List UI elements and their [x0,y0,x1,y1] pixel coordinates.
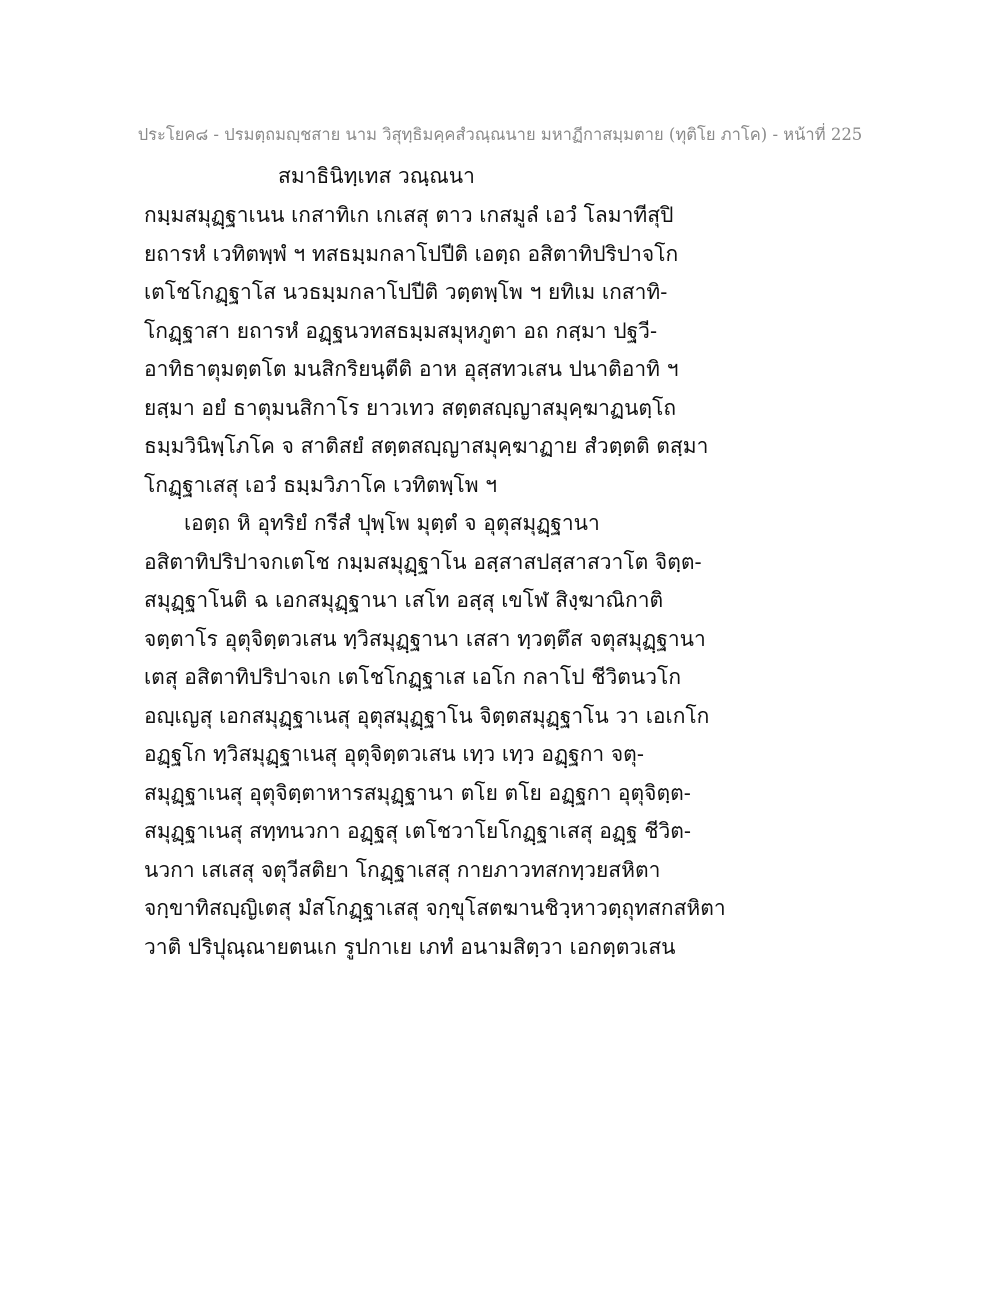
text-line: สมุฏฺฐาเนสุ สทฺทนวกา อฏฺฐสุ เตโชวาโยโกฏฺฐาเสสุ อฏฺฐ ชีวิต- [144,819,692,843]
text-line: ธมฺมวินิพฺโภโค จ สาติสยํ สตฺตสญฺญาสมุคฺฆาฏาย สํวตฺตติ ตสฺมา [144,434,709,458]
text-line: โกฏฺฐาเสสุ เอวํ ธมฺมวิภาโค เวทิตพฺโพ ฯ [144,472,498,497]
text-line: สมุฏฺฐาโนติ ฉ เอกสมุฏฺฐานา เสโท อสฺสุ เขโฬ สิงฺฆาณิกาติ [144,588,664,612]
text-line: อาทิธาตุมตฺตโต มนสิกริยนฺตีติ อาห อุสฺสทวเสน ปนาติอาทิ ฯ [144,357,679,381]
text-line: จกฺขาทิสญฺญิเตสุ มํสโกฏฺฐาเสสุ จกฺขุโสตฆานชิวฺหาวตฺถุทสกสหิตา [144,896,726,920]
text-line: กมฺมสมุฏฺฐาเนน เกสาทิเก เกเสสุ ตาว เกสมูลํ เอวํ โลมาทีสุปิ [144,203,674,227]
text-line: นวกา เสเสสุ จตุวีสติยา โกฏฺฐาเสสุ กายภาวทสกทฺวยสหิตา [144,857,661,882]
section-title: สมาธินิทฺเทส วณฺณนา [278,164,475,188]
text-line: สมุฏฺฐาเนสุ อุตุจิตฺตาหารสมุฏฺฐานา ตโย ตโย อฏฺฐกา อุตุจิตฺต- [144,780,691,805]
text-line: อญฺเญสุ เอกสมุฏฺฐาเนสุ อุตุสมุฏฺฐาโน จิตฺตสมุฏฺฐาโน วา เอเกโก [144,703,710,728]
text-line: อฏฺฐโก ทฺวิสมุฏฺฐาเนสุ อุตุจิตฺตวเสน เทฺว เทฺว อฏฺฐกา จตุ- [144,742,644,766]
text-line: โกฏฺฐาสา ยถารหํ อฏฺฐนวทสธมฺมสมุหภูตา อถ กสฺมา ปฐวี- [144,318,658,343]
text-line: จตฺตาโร อุตุจิตฺตวเสน ทฺวิสมุฏฺฐานา เสสา ทฺวตฺตึส จตุสมุฏฺฐานา [144,626,706,651]
page-header-running-title: ประโยค๘ - ปรมตฺถมญฺชสาย นาม วิสุทฺธิมคฺคสํวณฺณนาย มหาฏีกาสมฺมตาย (ทุติโย ภาโค) - หน้าที่ 225 [137,125,863,144]
text-line: เอตฺถ หิ อุทริยํ กรีสํ ปุพฺโพ มุตฺตํ จ อุตุสมุฏฺฐานา [184,511,600,535]
paragraph [144,196,744,504]
paragraph [144,504,744,966]
text-line: อสิตาทิปริปาจกเตโช กมฺมสมุฏฺฐาโน อสฺสาสปสฺสาสวาโต จิตฺต- [144,549,702,574]
text-line: เตโชโกฏฺฐาโส นวธมฺมกลาโปปีติ วตฺตพฺโพ ฯ ยทิเม เกสาทิ- [144,280,668,304]
text-line: วาติ ปริปุณฺณายตนเก รูปกาเย เภทํ อนามสิตฺวา เอกตฺตวเสน [144,934,676,959]
text-line: เตสุ อสิตาทิปริปาจเก เตโชโกฏฺฐาเส เอโก กลาโป ชีวิตนวโก [144,665,682,689]
text-line: ยสฺมา อยํ ธาตุมนสิกาโร ยาวเทว สตฺตสญฺญาสมุคฺฆาฏนตฺโถ [144,395,677,420]
body-text [144,196,744,966]
text-line: ยถารหํ เวทิตพฺพํ ฯ ทสธมฺมกลาโปปีติ เอตฺถ อสิตาทิปริปาจโก [144,241,679,266]
